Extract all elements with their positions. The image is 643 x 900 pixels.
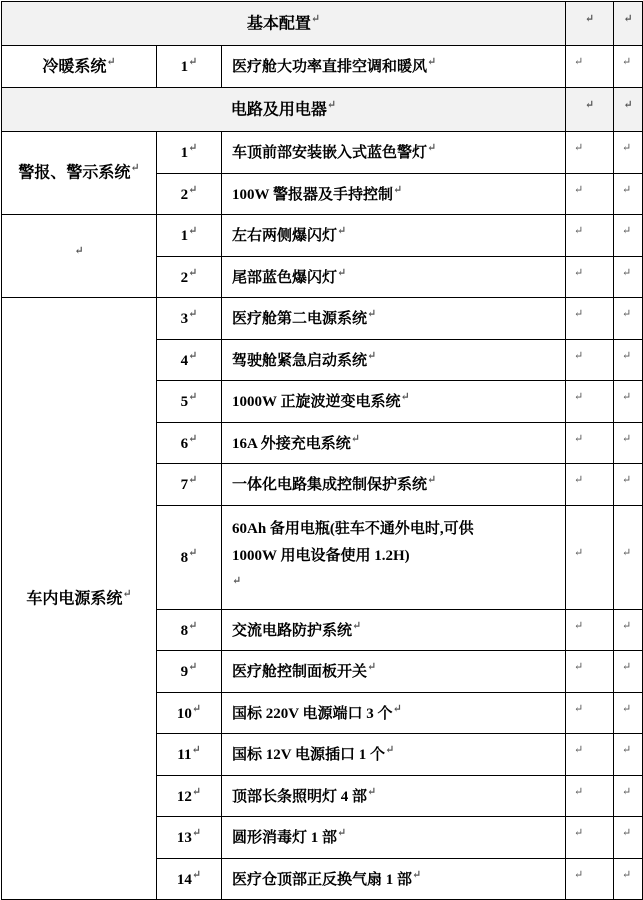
row-end-cell	[614, 132, 643, 174]
item-description: 尾部蓝色爆闪灯	[232, 269, 338, 286]
row-end-cell	[614, 173, 643, 215]
category-label: 冷暖系统	[42, 58, 107, 76]
paragraph-mark-icon: ↵	[574, 266, 584, 279]
section-header-end-cell	[614, 87, 643, 131]
paragraph-mark-icon: ↵	[622, 785, 632, 798]
paragraph-mark-icon: ↵	[574, 474, 584, 487]
row-spacer-cell	[566, 464, 614, 506]
paragraph-mark-icon: ↵	[188, 225, 198, 238]
row-spacer-cell	[566, 298, 614, 340]
paragraph-mark-icon: ↵	[574, 225, 584, 238]
item-description: 1000W 正旋波逆变电系统	[232, 394, 401, 411]
item-number: 1	[180, 145, 189, 162]
item-number-cell	[157, 215, 222, 257]
item-number: 10	[176, 705, 192, 722]
row-end-cell	[614, 464, 643, 506]
paragraph-mark-icon: ↵	[337, 827, 347, 840]
paragraph-mark-icon: ↵	[350, 432, 360, 445]
paragraph-mark-icon: ↵	[188, 547, 198, 560]
item-description-line1: 60Ah 备用电瓶(驻车不通外电时,可供	[232, 520, 474, 537]
paragraph-mark-icon: ↵	[574, 702, 584, 715]
item-number-cell	[157, 173, 222, 215]
paragraph-mark-icon: ↵	[574, 547, 584, 560]
paragraph-mark-icon: ↵	[191, 702, 202, 715]
table-row	[2, 215, 643, 257]
item-description-line2: 1000W 用电设备使用 1.2H)	[232, 548, 410, 565]
item-description: 医疗舱控制面板开关	[232, 664, 368, 681]
category-label: 警报、警示系统	[18, 164, 131, 182]
item-description: 医疗舱第二电源系统	[232, 311, 368, 328]
paragraph-mark-icon: ↵	[188, 619, 198, 632]
table-row	[2, 132, 643, 174]
item-number-cell	[157, 817, 222, 859]
paragraph-mark-icon: ↵	[574, 349, 584, 362]
paragraph-mark-icon: ↵	[352, 619, 362, 632]
paragraph-mark-icon: ↵	[622, 308, 632, 321]
paragraph-mark-icon: ↵	[367, 785, 377, 798]
paragraph-mark-icon: ↵	[188, 391, 198, 404]
table-section-header-row	[2, 2, 643, 46]
paragraph-mark-icon: ↵	[337, 225, 347, 238]
item-number-cell	[157, 505, 222, 609]
item-description: 顶部长条照明灯 4 部	[232, 788, 368, 805]
paragraph-mark-icon: ↵	[574, 827, 584, 840]
row-spacer-cell	[566, 46, 614, 88]
row-end-cell	[614, 505, 643, 609]
item-number: 1	[180, 59, 189, 76]
paragraph-mark-icon: ↵	[367, 308, 377, 321]
item-number: 7	[180, 477, 189, 494]
paragraph-mark-icon: ↵	[337, 266, 347, 279]
category-cell-cooling	[2, 46, 157, 88]
paragraph-mark-icon: ↵	[188, 308, 198, 321]
paragraph-mark-icon: ↵	[574, 183, 584, 196]
paragraph-mark-icon: ↵	[622, 391, 632, 404]
item-description-cell	[222, 215, 566, 257]
item-number: 9	[180, 664, 189, 681]
item-number-cell	[157, 339, 222, 381]
item-description-cell	[222, 609, 566, 651]
paragraph-mark-icon: ↵	[622, 702, 632, 715]
row-end-cell	[614, 215, 643, 257]
paragraph-mark-icon: ↵	[574, 868, 584, 881]
paragraph-mark-icon: ↵	[623, 13, 633, 25]
item-description: 100W 警报器及手持控制	[232, 186, 393, 203]
specification-table	[1, 1, 643, 900]
paragraph-mark-icon: ↵	[188, 266, 198, 279]
row-spacer-cell	[566, 173, 614, 215]
item-description-cell	[222, 422, 566, 464]
paragraph-mark-icon: ↵	[412, 868, 422, 881]
paragraph-mark-icon: ↵	[574, 661, 584, 674]
row-spacer-cell	[566, 692, 614, 734]
item-number-cell	[157, 381, 222, 423]
item-number: 1	[180, 228, 189, 245]
row-end-cell	[614, 817, 643, 859]
item-number-cell	[157, 734, 222, 776]
paragraph-mark-icon: ↵	[622, 349, 632, 362]
item-description: 国标 220V 电源端口 3 个	[232, 705, 393, 722]
section-header-label: 电路及用电器	[230, 101, 327, 119]
row-end-cell	[614, 339, 643, 381]
row-end-cell	[614, 422, 643, 464]
paragraph-mark-icon: ↵	[191, 827, 202, 840]
paragraph-mark-icon: ↵	[623, 98, 633, 111]
item-description-cell	[222, 734, 566, 776]
item-number: 5	[180, 394, 189, 411]
paragraph-mark-icon: ↵	[188, 474, 198, 487]
paragraph-mark-icon: ↵	[367, 349, 377, 362]
item-description-cell	[222, 46, 566, 88]
paragraph-mark-icon: ↵	[622, 225, 632, 238]
row-spacer-cell	[566, 422, 614, 464]
paragraph-mark-icon: ↵	[310, 13, 321, 25]
row-end-cell	[614, 381, 643, 423]
paragraph-mark-icon: ↵	[574, 744, 584, 757]
paragraph-mark-icon: ↵	[574, 308, 584, 321]
item-number-cell	[157, 46, 222, 88]
paragraph-mark-icon: ↵	[191, 744, 201, 757]
paragraph-mark-icon: ↵	[574, 785, 584, 798]
item-number: 3	[180, 311, 189, 328]
row-spacer-cell	[566, 609, 614, 651]
row-end-cell	[614, 298, 643, 340]
section-header-basic-config	[2, 2, 566, 46]
paragraph-mark-icon: ↵	[574, 391, 584, 404]
row-end-cell	[614, 256, 643, 298]
item-description-cell	[222, 132, 566, 174]
paragraph-mark-icon: ↵	[622, 827, 632, 840]
item-description-cell	[222, 339, 566, 381]
item-description-cell	[222, 256, 566, 298]
row-end-cell	[614, 609, 643, 651]
item-description: 16A 外接充电系统	[232, 435, 351, 452]
item-number: 2	[180, 186, 189, 203]
paragraph-mark-icon: ↵	[622, 266, 632, 279]
item-number-cell	[157, 609, 222, 651]
section-header-electrical	[2, 87, 566, 131]
paragraph-mark-icon: ↵	[622, 619, 632, 632]
item-number-cell	[157, 858, 222, 900]
row-end-cell	[614, 651, 643, 693]
item-number: 6	[180, 435, 189, 452]
item-description: 驾驶舱紧急启动系统	[232, 352, 368, 369]
row-spacer-cell	[566, 256, 614, 298]
paragraph-mark-icon: ↵	[188, 56, 198, 69]
paragraph-mark-icon: ↵	[427, 56, 437, 69]
item-description-cell	[222, 173, 566, 215]
item-number-cell	[157, 775, 222, 817]
paragraph-mark-icon: ↵	[191, 785, 202, 798]
item-number-cell	[157, 298, 222, 340]
document-page	[0, 1, 643, 888]
row-spacer-cell	[566, 817, 614, 859]
category-label: 车内电源系统	[26, 590, 123, 608]
table-row	[2, 46, 643, 88]
row-spacer-cell	[566, 215, 614, 257]
paragraph-mark-icon: ↵	[385, 744, 395, 757]
row-end-cell	[614, 692, 643, 734]
row-spacer-cell	[566, 775, 614, 817]
table-section-header-row	[2, 87, 643, 131]
item-number-cell	[157, 651, 222, 693]
paragraph-mark-icon: ↵	[622, 474, 632, 487]
item-number-cell	[157, 422, 222, 464]
row-end-cell	[614, 46, 643, 88]
paragraph-mark-icon: ↵	[188, 661, 198, 674]
paragraph-mark-icon: ↵	[574, 56, 584, 69]
item-description-cell	[222, 298, 566, 340]
paragraph-mark-icon: ↵	[392, 183, 403, 196]
paragraph-mark-icon: ↵	[188, 432, 198, 445]
item-number: 8	[180, 622, 189, 639]
paragraph-mark-icon: ↵	[122, 588, 132, 601]
item-description-cell	[222, 775, 566, 817]
paragraph-mark-icon: ↵	[622, 744, 632, 757]
item-description: 一体化电路集成控制保护系统	[232, 477, 428, 494]
item-description-cell	[222, 651, 566, 693]
paragraph-mark-icon: ↵	[191, 868, 202, 881]
item-number: 11	[177, 747, 192, 764]
item-description-cell	[222, 381, 566, 423]
item-description: 国标 12V 电源插口 1 个	[232, 747, 386, 764]
section-header-spacer-cell	[566, 87, 614, 131]
item-description-cell	[222, 858, 566, 900]
item-description-cell	[222, 464, 566, 506]
item-number-cell	[157, 256, 222, 298]
paragraph-mark-icon: ↵	[74, 245, 84, 258]
item-description-cell	[222, 692, 566, 734]
row-end-cell	[614, 775, 643, 817]
paragraph-mark-icon: ↵	[622, 142, 632, 155]
paragraph-mark-icon: ↵	[106, 55, 116, 68]
paragraph-mark-icon: ↵	[232, 575, 242, 588]
paragraph-mark-icon: ↵	[427, 142, 437, 155]
paragraph-mark-icon: ↵	[584, 13, 595, 25]
table-row	[2, 298, 643, 340]
paragraph-mark-icon: ↵	[188, 142, 198, 155]
item-number: 14	[176, 871, 192, 888]
paragraph-mark-icon: ↵	[574, 432, 584, 445]
item-description: 左右两侧爆闪灯	[232, 228, 338, 245]
paragraph-mark-icon: ↵	[622, 547, 632, 560]
section-header-label: 基本配置	[246, 15, 311, 33]
paragraph-mark-icon: ↵	[188, 349, 198, 362]
section-header-spacer-cell	[566, 2, 614, 46]
row-spacer-cell	[566, 734, 614, 776]
paragraph-mark-icon: ↵	[622, 432, 632, 445]
item-number: 12	[176, 788, 192, 805]
paragraph-mark-icon: ↵	[130, 162, 140, 175]
row-spacer-cell	[566, 505, 614, 609]
item-number-cell	[157, 464, 222, 506]
paragraph-mark-icon: ↵	[427, 474, 437, 487]
item-number: 2	[180, 269, 189, 286]
row-spacer-cell	[566, 858, 614, 900]
row-end-cell	[614, 734, 643, 776]
category-cell-empty	[2, 215, 157, 298]
paragraph-mark-icon: ↵	[574, 619, 584, 632]
item-number: 8	[180, 550, 189, 567]
item-number: 4	[180, 352, 189, 369]
section-header-end-cell	[614, 2, 643, 46]
row-spacer-cell	[566, 132, 614, 174]
item-description: 医疗舱大功率直排空调和暖风	[232, 59, 428, 76]
item-number-cell	[157, 692, 222, 734]
paragraph-mark-icon: ↵	[392, 702, 402, 715]
row-end-cell	[614, 858, 643, 900]
item-number: 13	[176, 830, 192, 847]
row-spacer-cell	[566, 339, 614, 381]
category-cell-power	[2, 298, 157, 900]
item-description: 医疗仓顶部正反换气扇 1 部	[232, 871, 413, 888]
item-number-cell	[157, 132, 222, 174]
paragraph-mark-icon: ↵	[574, 142, 584, 155]
paragraph-mark-icon: ↵	[584, 98, 595, 111]
item-description-cell	[222, 505, 566, 609]
paragraph-mark-icon: ↵	[400, 391, 410, 404]
paragraph-mark-icon: ↵	[622, 183, 632, 196]
item-description: 车顶前部安装嵌入式蓝色警灯	[232, 145, 428, 162]
paragraph-mark-icon: ↵	[622, 868, 632, 881]
category-cell-alarm	[2, 132, 157, 215]
item-description: 交流电路防护系统	[232, 622, 353, 639]
paragraph-mark-icon: ↵	[367, 661, 377, 674]
row-spacer-cell	[566, 381, 614, 423]
item-description: 圆形消毒灯 1 部	[232, 830, 338, 847]
paragraph-mark-icon: ↵	[188, 183, 198, 196]
row-spacer-cell	[566, 651, 614, 693]
paragraph-mark-icon: ↵	[326, 98, 337, 111]
paragraph-mark-icon: ↵	[622, 661, 632, 674]
paragraph-mark-icon: ↵	[622, 56, 632, 69]
item-description-cell	[222, 817, 566, 859]
